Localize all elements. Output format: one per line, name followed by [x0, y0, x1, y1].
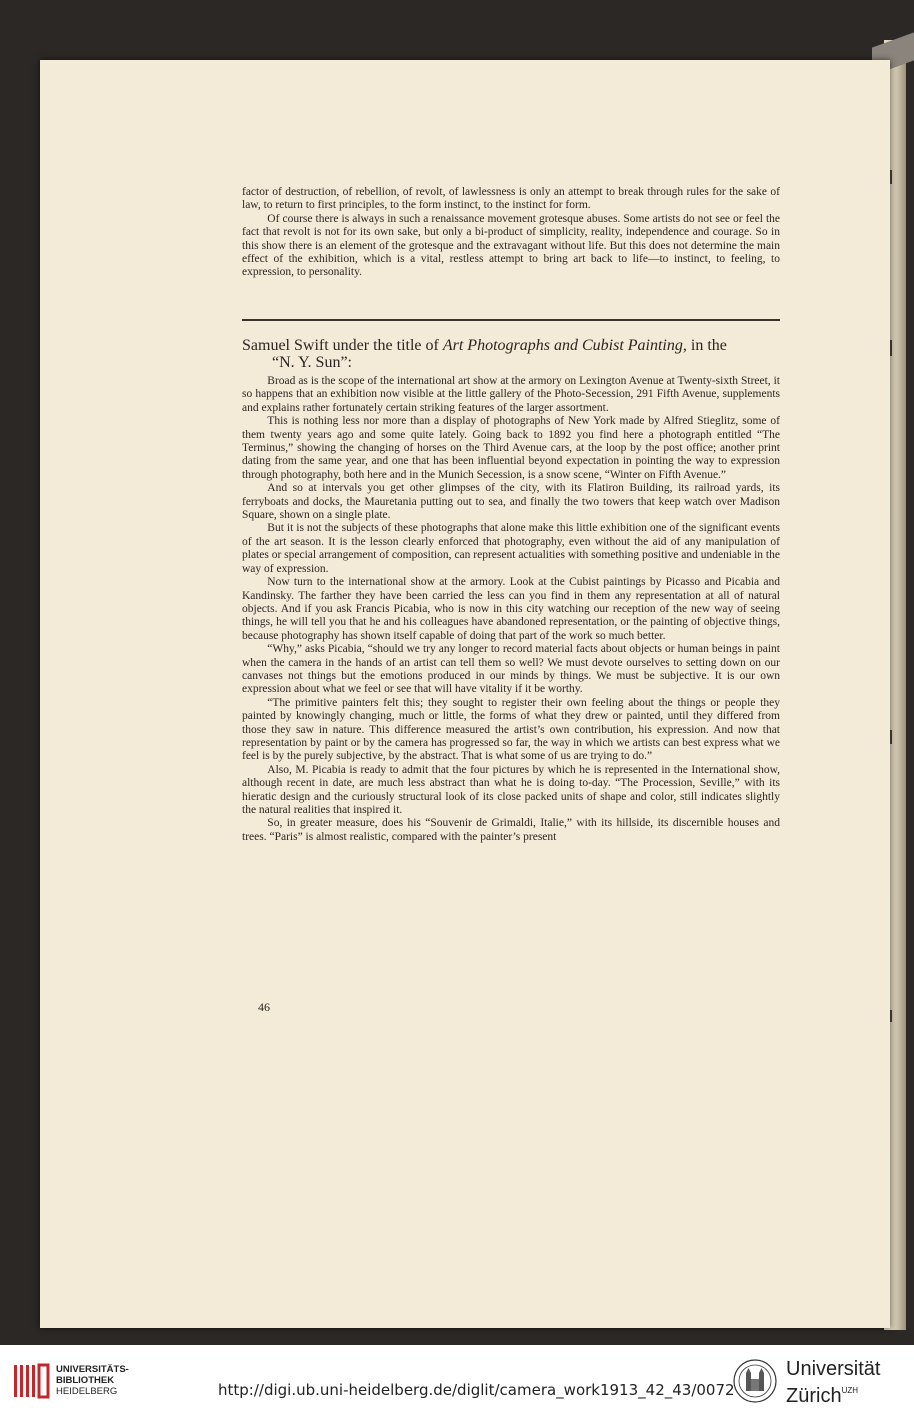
paragraph: “The primitive painters felt this; they sought to register their own feeling about the things or people they painted by knowingly changing, much or little, the forms of what they drew or painted, until they differed from those they saw in nature. This difference measured the artist’s own contribution, his expression. And now that representation by paint or by the camera has progressed so far, the way in which we artists can best express what we feel is by the purely subjective, by the abstract. That is what some of us are trying to do.” [242, 696, 780, 763]
ub-line: BIBLIOTHEK [56, 1375, 115, 1386]
paragraph: Also, M. Picabia is ready to admit that the four pictures by which he is represented in the International show, although recent in date, are much less abstract than what he is doing to-day. “The Procession, Seville,” with its hieratic design and the curiously structural look of its close packed units of shape and color, still indicates slightly the natural realities that inspired it. [242, 763, 780, 816]
uzh-seal-icon[interactable] [733, 1359, 777, 1403]
margin-mark [890, 730, 892, 744]
ub-line: UNIVERSITÄTS- [56, 1364, 129, 1375]
uzh-name [786, 1359, 880, 1407]
paragraph: So, in greater measure, does his “Souvenir de Grimaldi, Italie,” with its hillside, its discernible houses and trees. “Paris” is almost realistic, compared with the painter’s present [242, 817, 780, 843]
page-number: 46 [258, 1000, 270, 1014]
ub-heidelberg-name [56, 1364, 129, 1397]
paragraph: Broad as is the scope of the international art show at the armory on Lexington Avenue at Twenty-sixth Street, it so happens that an exhibition now visible at the little gallery of the Photo-Secession, 291 Fifth Avenue, supplements and explains rather fortunately certain striking features of the larger assortment. [242, 375, 780, 414]
heading-title: Art Photographs and Cubist Painting, [442, 337, 687, 354]
heading-suffix: in the [686, 337, 727, 354]
source-url[interactable]: http://digi.ub.uni-heidelberg.de/diglit/camera_work1913_42_43/0072 [218, 1381, 735, 1399]
section-heading [242, 337, 780, 371]
heading-source: “N. Y. Sun”: [272, 354, 352, 371]
footer-bar [0, 1345, 914, 1416]
paragraph: Now turn to the international show at the armory. Look at the Cubist paintings by Picasso and Picabia and Kandinsky. The farther they have been carried the less can you find in them any representation at all of natural objects. And if you ask Francis Picabia, who is now in this city watching our reception of the new way of seeing things, he will tell you that he and his colleagues have abandoned representation, or the painting of objective things, because photography has shown itself capable of doing that part of the work so much better. [242, 576, 780, 642]
main-text-block [242, 375, 780, 844]
paragraph: And so at intervals you get other glimpses of the city, with its Flatiron Building, its railroad yards, its ferryboats and docks, the Mauretania putting out to sea, and finally the two towers that keep watch over Madison Square, shown on a single plate. [242, 482, 780, 522]
margin-mark [890, 1010, 892, 1022]
margin-mark [890, 340, 892, 356]
paragraph: Of course there is always in such a renaissance movement grotesque abuses. Some artists do not see or feel the fact that revolt is not for its own sake, but only a bi-product of simplicity, reality, independence and courage. So in this show there is an element of the grotesque and the extravagant without life. But this does not determine the main effect of the exhibition, which is a vital, restless attempt to bring art back to life—to instinct, to feeling, to expression, to personality. [242, 212, 780, 279]
ub-heidelberg-logo-icon[interactable] [12, 1361, 50, 1401]
paragraph: But it is not the subjects of these photographs that alone make this little exhibition one of the significant events of the art season. It is the lesson clearly enforced that photography, even without the aid of any manipulation of plates or special arrangement of composition, can represent actualities with something positive and undeniable in the way of expression. [242, 522, 780, 575]
uzh-line-2 [786, 1380, 880, 1407]
uzh-line: Zürich [786, 1385, 842, 1407]
margin-mark [890, 170, 892, 184]
section-divider [242, 319, 780, 321]
ub-line: HEIDELBERG [56, 1386, 118, 1397]
heading-prefix: Samuel Swift under the title of [242, 337, 443, 354]
paragraph: factor of destruction, of rebellion, of revolt, of lawlessness is only an attempt to break through rules for the sake of law, to return to first principles, to the form instinct, to the instinct for form. [242, 186, 780, 212]
paragraph: “Why,” asks Picabia, “should we try any longer to record material facts about objects or human beings in paint when the camera in the hands of an artist can tell them so well? We must devote ourselves to setting down on our canvases not things but the emotions produced in our minds by things. We must be subjective. It is our own expression about what we feel or see that will have vitality if it be worthy. [242, 643, 780, 696]
uzh-line: Universität [786, 1358, 881, 1380]
uzh-sup: UZH [841, 1386, 859, 1395]
top-text-block [242, 186, 780, 280]
paragraph: This is nothing less nor more than a display of photographs of New York made by Alfred Stieglitz, some of them twenty years ago and some quite lately. Going back to 1892 you find here a photograph entitled “The Terminus,” showing the changing of horses on the Third Avenue cars, at the loop by the post office; another print dating from the same year, and one that has been influential beyond expectation in pointing the way to expression through photography, both here and in the Munich Secession, is a snow scene, “Winter on Fifth Avenue.” [242, 415, 780, 481]
